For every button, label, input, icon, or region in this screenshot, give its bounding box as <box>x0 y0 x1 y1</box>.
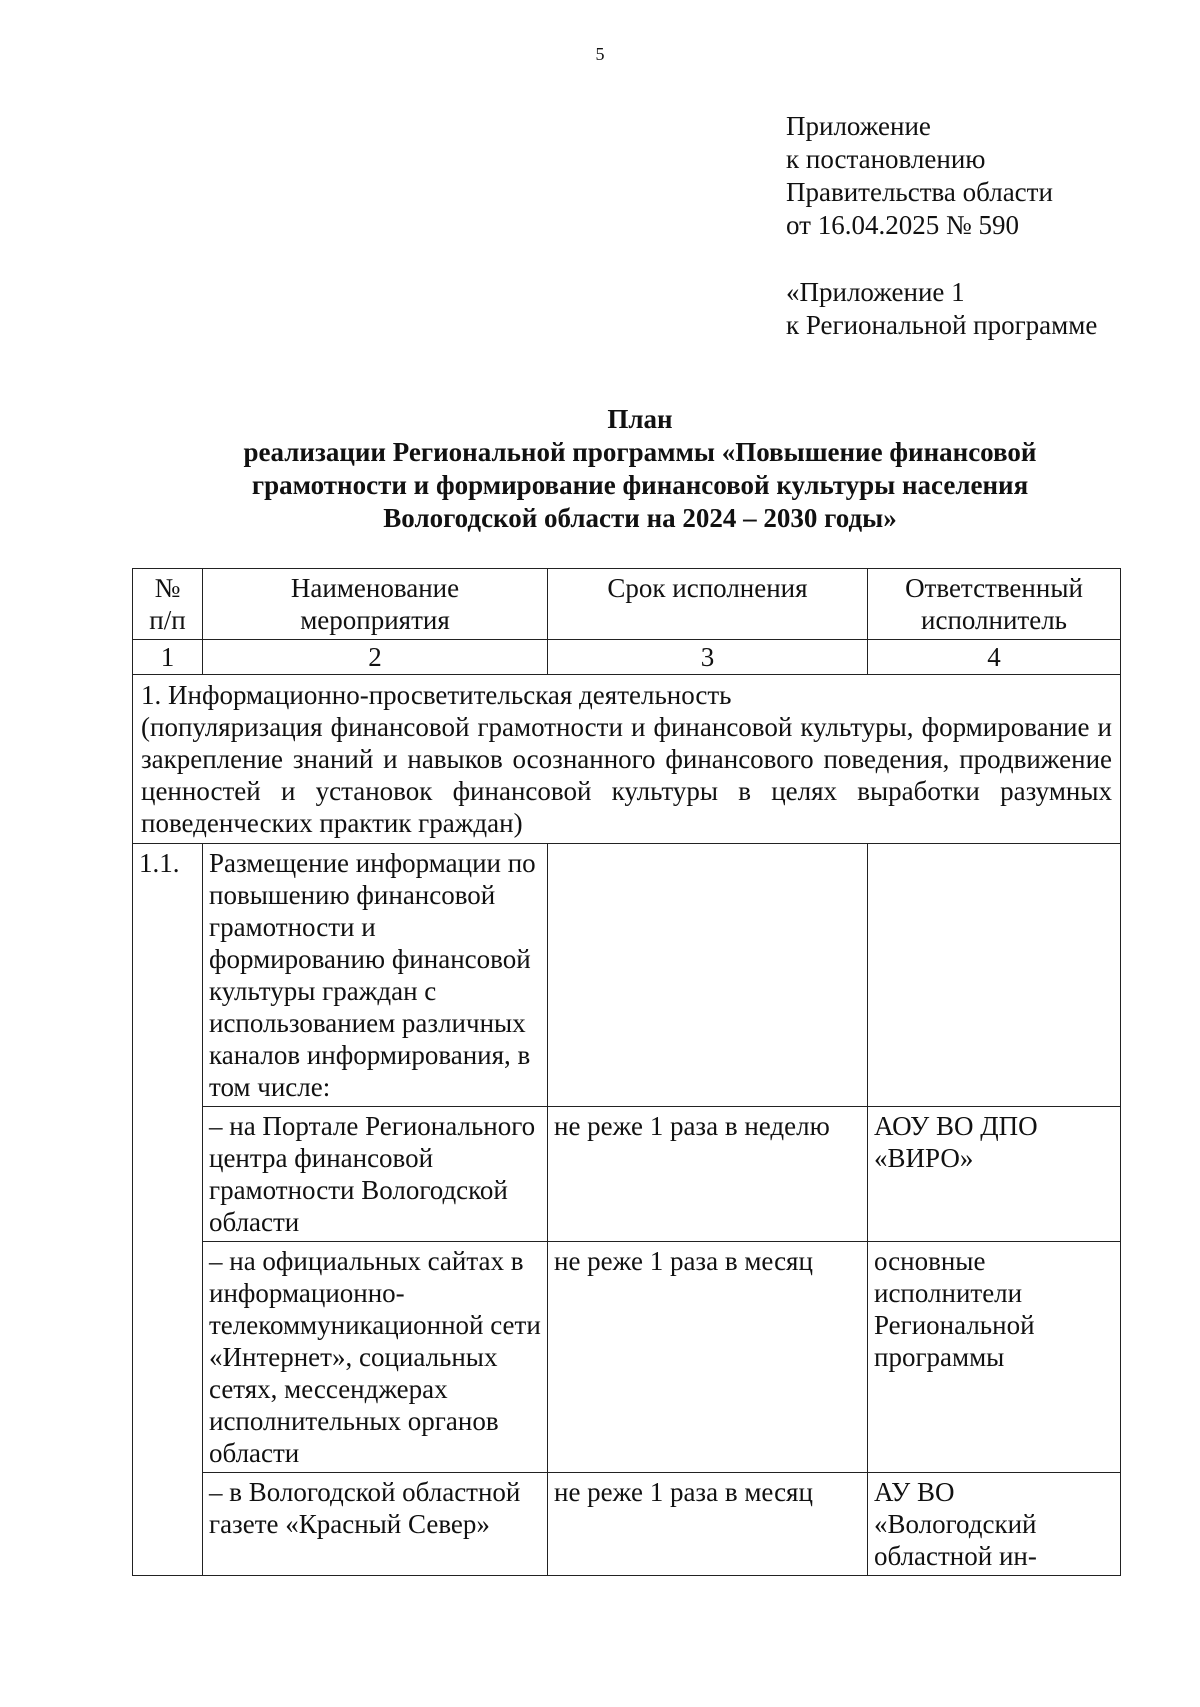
section-row <box>133 675 1121 844</box>
subitem-name-cell: – на официальных сайтах в информационно-телекоммуникационной сети «Интернет», социальных сетях, мессенджерах исполнительных органов области <box>203 1242 548 1473</box>
appendix-line: от 16.04.2025 № 590 <box>786 210 1019 240</box>
appendix-program-block <box>786 276 1097 342</box>
plan-title-line: грамотности и формирование финансовой культуры населения <box>251 470 1029 500</box>
appendix-line: к постановлению <box>786 144 986 174</box>
subitem-name-cell: – в Вологодской областной газете «Красный Север» <box>203 1473 548 1576</box>
appendix-line: Приложение <box>786 111 931 141</box>
header-number-cell <box>133 569 203 640</box>
appendix-block <box>786 110 1053 242</box>
plan-title <box>150 403 1130 535</box>
column-number-cell: 3 <box>548 640 868 675</box>
header-executor-line: Ответственный <box>905 573 1083 603</box>
column-number-cell: 4 <box>868 640 1121 675</box>
column-number-row <box>133 640 1121 675</box>
table-header-row <box>133 569 1121 640</box>
item-name-cell: Размещение информации по повышению финансовой грамотности и формированию финансовой культуры граждан с использованием различных каналов информирования, в том числе: <box>203 844 548 1107</box>
subitem-executor-cell: АУ ВО «Вологодский областной ин- <box>868 1473 1121 1576</box>
table-row <box>133 844 1121 1107</box>
header-executor-cell <box>868 569 1121 640</box>
subitem-name-cell: – на Портале Регионального центра финансовой грамотности Вологодской области <box>203 1107 548 1242</box>
item-term-cell <box>548 844 868 1107</box>
table-row <box>133 1473 1121 1576</box>
appendix-program-line: «Приложение 1 <box>786 277 965 307</box>
appendix-program-line: к Региональной программе <box>786 310 1098 340</box>
subitem-executor-cell: АОУ ВО ДПО «ВИРО» <box>868 1107 1121 1242</box>
header-name-line: мероприятия <box>300 605 450 635</box>
header-name-cell <box>203 569 548 640</box>
section-title: 1. Информационно-просветительская деятельность <box>141 680 732 710</box>
subitem-term-cell: не реже 1 раза в месяц <box>548 1473 868 1576</box>
table-row <box>133 1242 1121 1473</box>
section-description: (популяризация финансовой грамотности и финансовой культуры, формирование и закрепление знаний и навыков осознанного финансового поведения, продвижение ценностей и установок финансовой культуры в целях выработки разумных поведенческих практик граждан) <box>141 712 1112 838</box>
subitem-executor-cell: основные исполнители Региональной программы <box>868 1242 1121 1473</box>
header-executor-line: исполнитель <box>921 605 1067 635</box>
subitem-term-cell: не реже 1 раза в неделю <box>548 1107 868 1242</box>
item-executor-cell <box>868 844 1121 1107</box>
plan-table <box>132 568 1121 1576</box>
item-number-cell: 1.1. <box>133 844 203 1576</box>
column-number-cell: 2 <box>203 640 548 675</box>
plan-title-line: Вологодской области на 2024 – 2030 годы» <box>383 503 897 533</box>
subitem-term-cell: не реже 1 раза в месяц <box>548 1242 868 1473</box>
table-row <box>133 1107 1121 1242</box>
plan-title-line: План <box>607 404 673 434</box>
appendix-line: Правительства области <box>786 177 1053 207</box>
section-cell <box>133 675 1121 844</box>
header-number-line: п/п <box>149 605 186 635</box>
header-term-cell: Срок исполнения <box>548 569 868 640</box>
plan-title-line: реализации Региональной программы «Повышение финансовой <box>243 437 1037 467</box>
column-number-cell: 1 <box>133 640 203 675</box>
page-number: 5 <box>595 44 605 64</box>
header-name-line: Наименование <box>290 573 460 603</box>
header-number-line: № <box>154 573 181 603</box>
